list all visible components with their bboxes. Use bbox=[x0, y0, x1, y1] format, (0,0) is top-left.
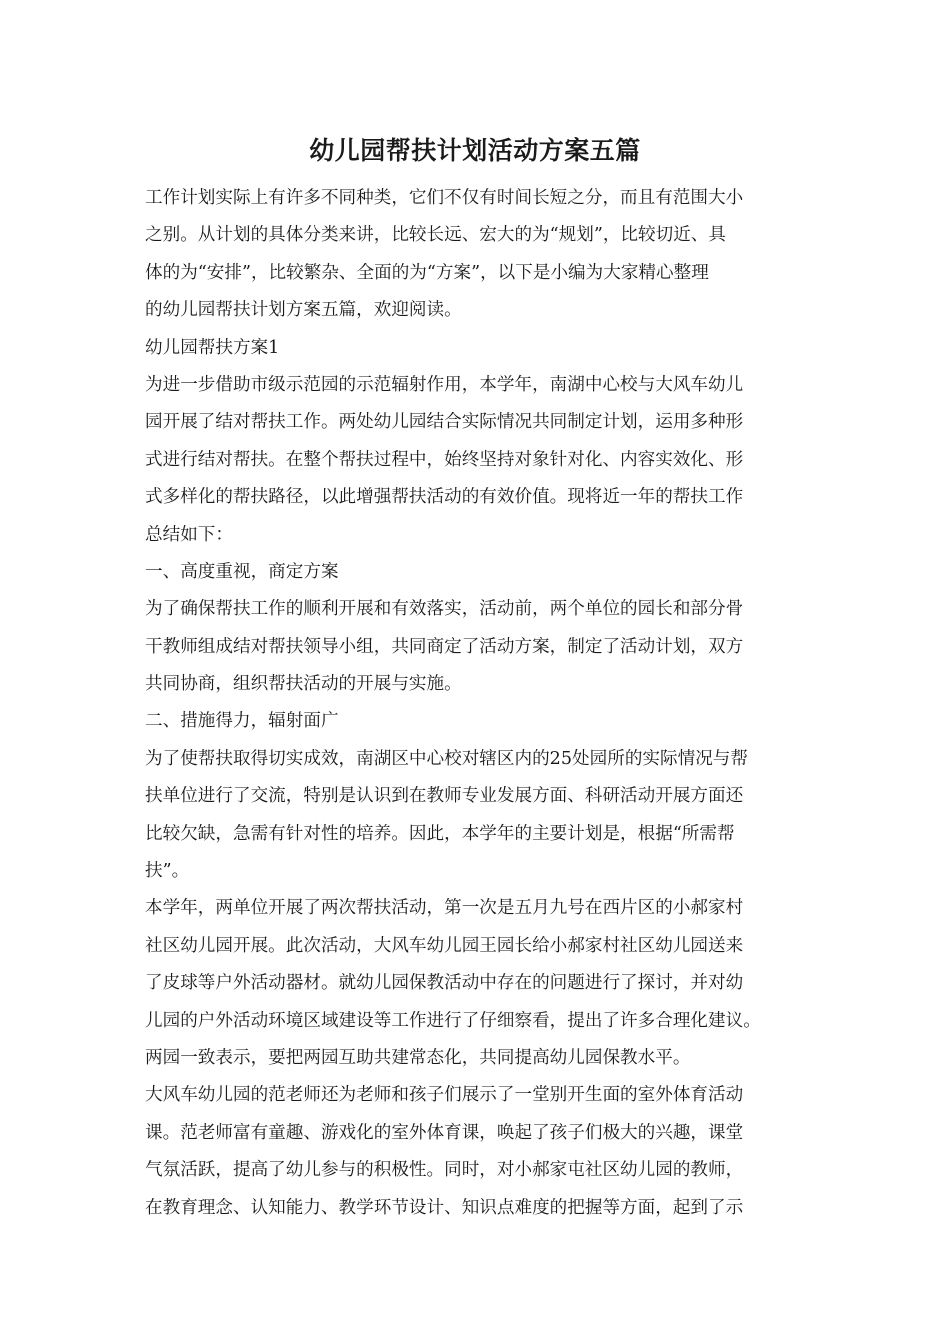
text-line: 体的为“安排”，比较繁杂、全面的为“方案”，以下是小编为大家精心整理 bbox=[145, 262, 709, 283]
text-line: 式多样化的帮扶路径，以此增强帮扶活动的有效价值。现将近一年的帮扶工作 bbox=[145, 487, 744, 508]
document-body bbox=[145, 180, 810, 1227]
text-line: 扶”。 bbox=[145, 861, 190, 882]
document-title: 幼儿园帮扶计划活动方案五篇 bbox=[309, 136, 641, 165]
text-line: 社区幼儿园开展。此次活动，大风车幼儿园王园长给小郝家村社区幼儿园送来 bbox=[145, 935, 744, 956]
text-line: 大风车幼儿园的范老师还为老师和孩子们展示了一堂别开生面的室外体育活动 bbox=[145, 1085, 744, 1106]
text-line: 扶单位进行了交流，特别是认识到在教师专业发展方面、科研活动开展方面还 bbox=[145, 786, 744, 807]
text-line: 了皮球等户外活动器材。就幼儿园保教活动中存在的问题进行了探讨，并对幼 bbox=[145, 973, 744, 994]
text-line: 为进一步借助市级示范园的示范辐射作用，本学年，南湖中心校与大风车幼儿 bbox=[145, 374, 744, 395]
text-line: 两园一致表示，要把两园互助共建常态化，共同提高幼儿园保教水平。 bbox=[145, 1047, 691, 1068]
text-line: 为了使帮扶取得切实成效，南湖区中心校对辖区内的25处园所的实际情况与帮 bbox=[145, 748, 748, 769]
text-line: 的幼儿园帮扶计划方案五篇，欢迎阅读。 bbox=[145, 300, 462, 321]
text-line: 幼儿园帮扶方案1 bbox=[145, 337, 280, 358]
text-line: 干教师组成结对帮扶领导小组，共同商定了活动方案，制定了活动计划，双方 bbox=[145, 636, 744, 657]
text-line: 本学年，两单位开展了两次帮扶活动，第一次是五月九号在西片区的小郝家村 bbox=[145, 898, 744, 919]
text-line: 儿园的户外活动环境区域建设等工作进行了仔细察看，提出了许多合理化建议。 bbox=[145, 1010, 761, 1031]
text-line: 课。范老师富有童趣、游戏化的室外体育课，唤起了孩子们极大的兴趣，课堂 bbox=[145, 1122, 744, 1143]
text-line: 总结如下： bbox=[145, 524, 233, 545]
text-line: 一、高度重视，商定方案 bbox=[145, 561, 339, 582]
text-line: 共同协商，组织帮扶活动的开展与实施。 bbox=[145, 674, 462, 695]
text-line: 式进行结对帮扶。在整个帮扶过程中，始终坚持对象针对化、内容实效化、形 bbox=[145, 449, 744, 470]
text-line: 二、措施得力，辐射面广 bbox=[145, 711, 339, 732]
text-line: 园开展了结对帮扶工作。两处幼儿园结合实际情况共同制定计划，运用多种形 bbox=[145, 412, 744, 433]
text-line: 比较欠缺，急需有针对性的培养。因此，本学年的主要计划是，根据“所需帮 bbox=[145, 823, 735, 844]
text-line: 之别。从计划的具体分类来讲，比较长远、宏大的为“规划”，比较切近、具 bbox=[145, 225, 726, 246]
text-line: 为了确保帮扶工作的顺利开展和有效落实，活动前，两个单位的园长和部分骨 bbox=[145, 599, 744, 620]
text-line: 气氛活跃，提高了幼儿参与的积极性。同时，对小郝家屯社区幼儿园的教师， bbox=[145, 1160, 744, 1181]
text-line: 工作计划实际上有许多不同种类，它们不仅有时间长短之分，而且有范围大小 bbox=[145, 188, 744, 208]
text-line: 在教育理念、认知能力、教学环节设计、知识点难度的把握等方面，起到了示 bbox=[145, 1197, 744, 1218]
